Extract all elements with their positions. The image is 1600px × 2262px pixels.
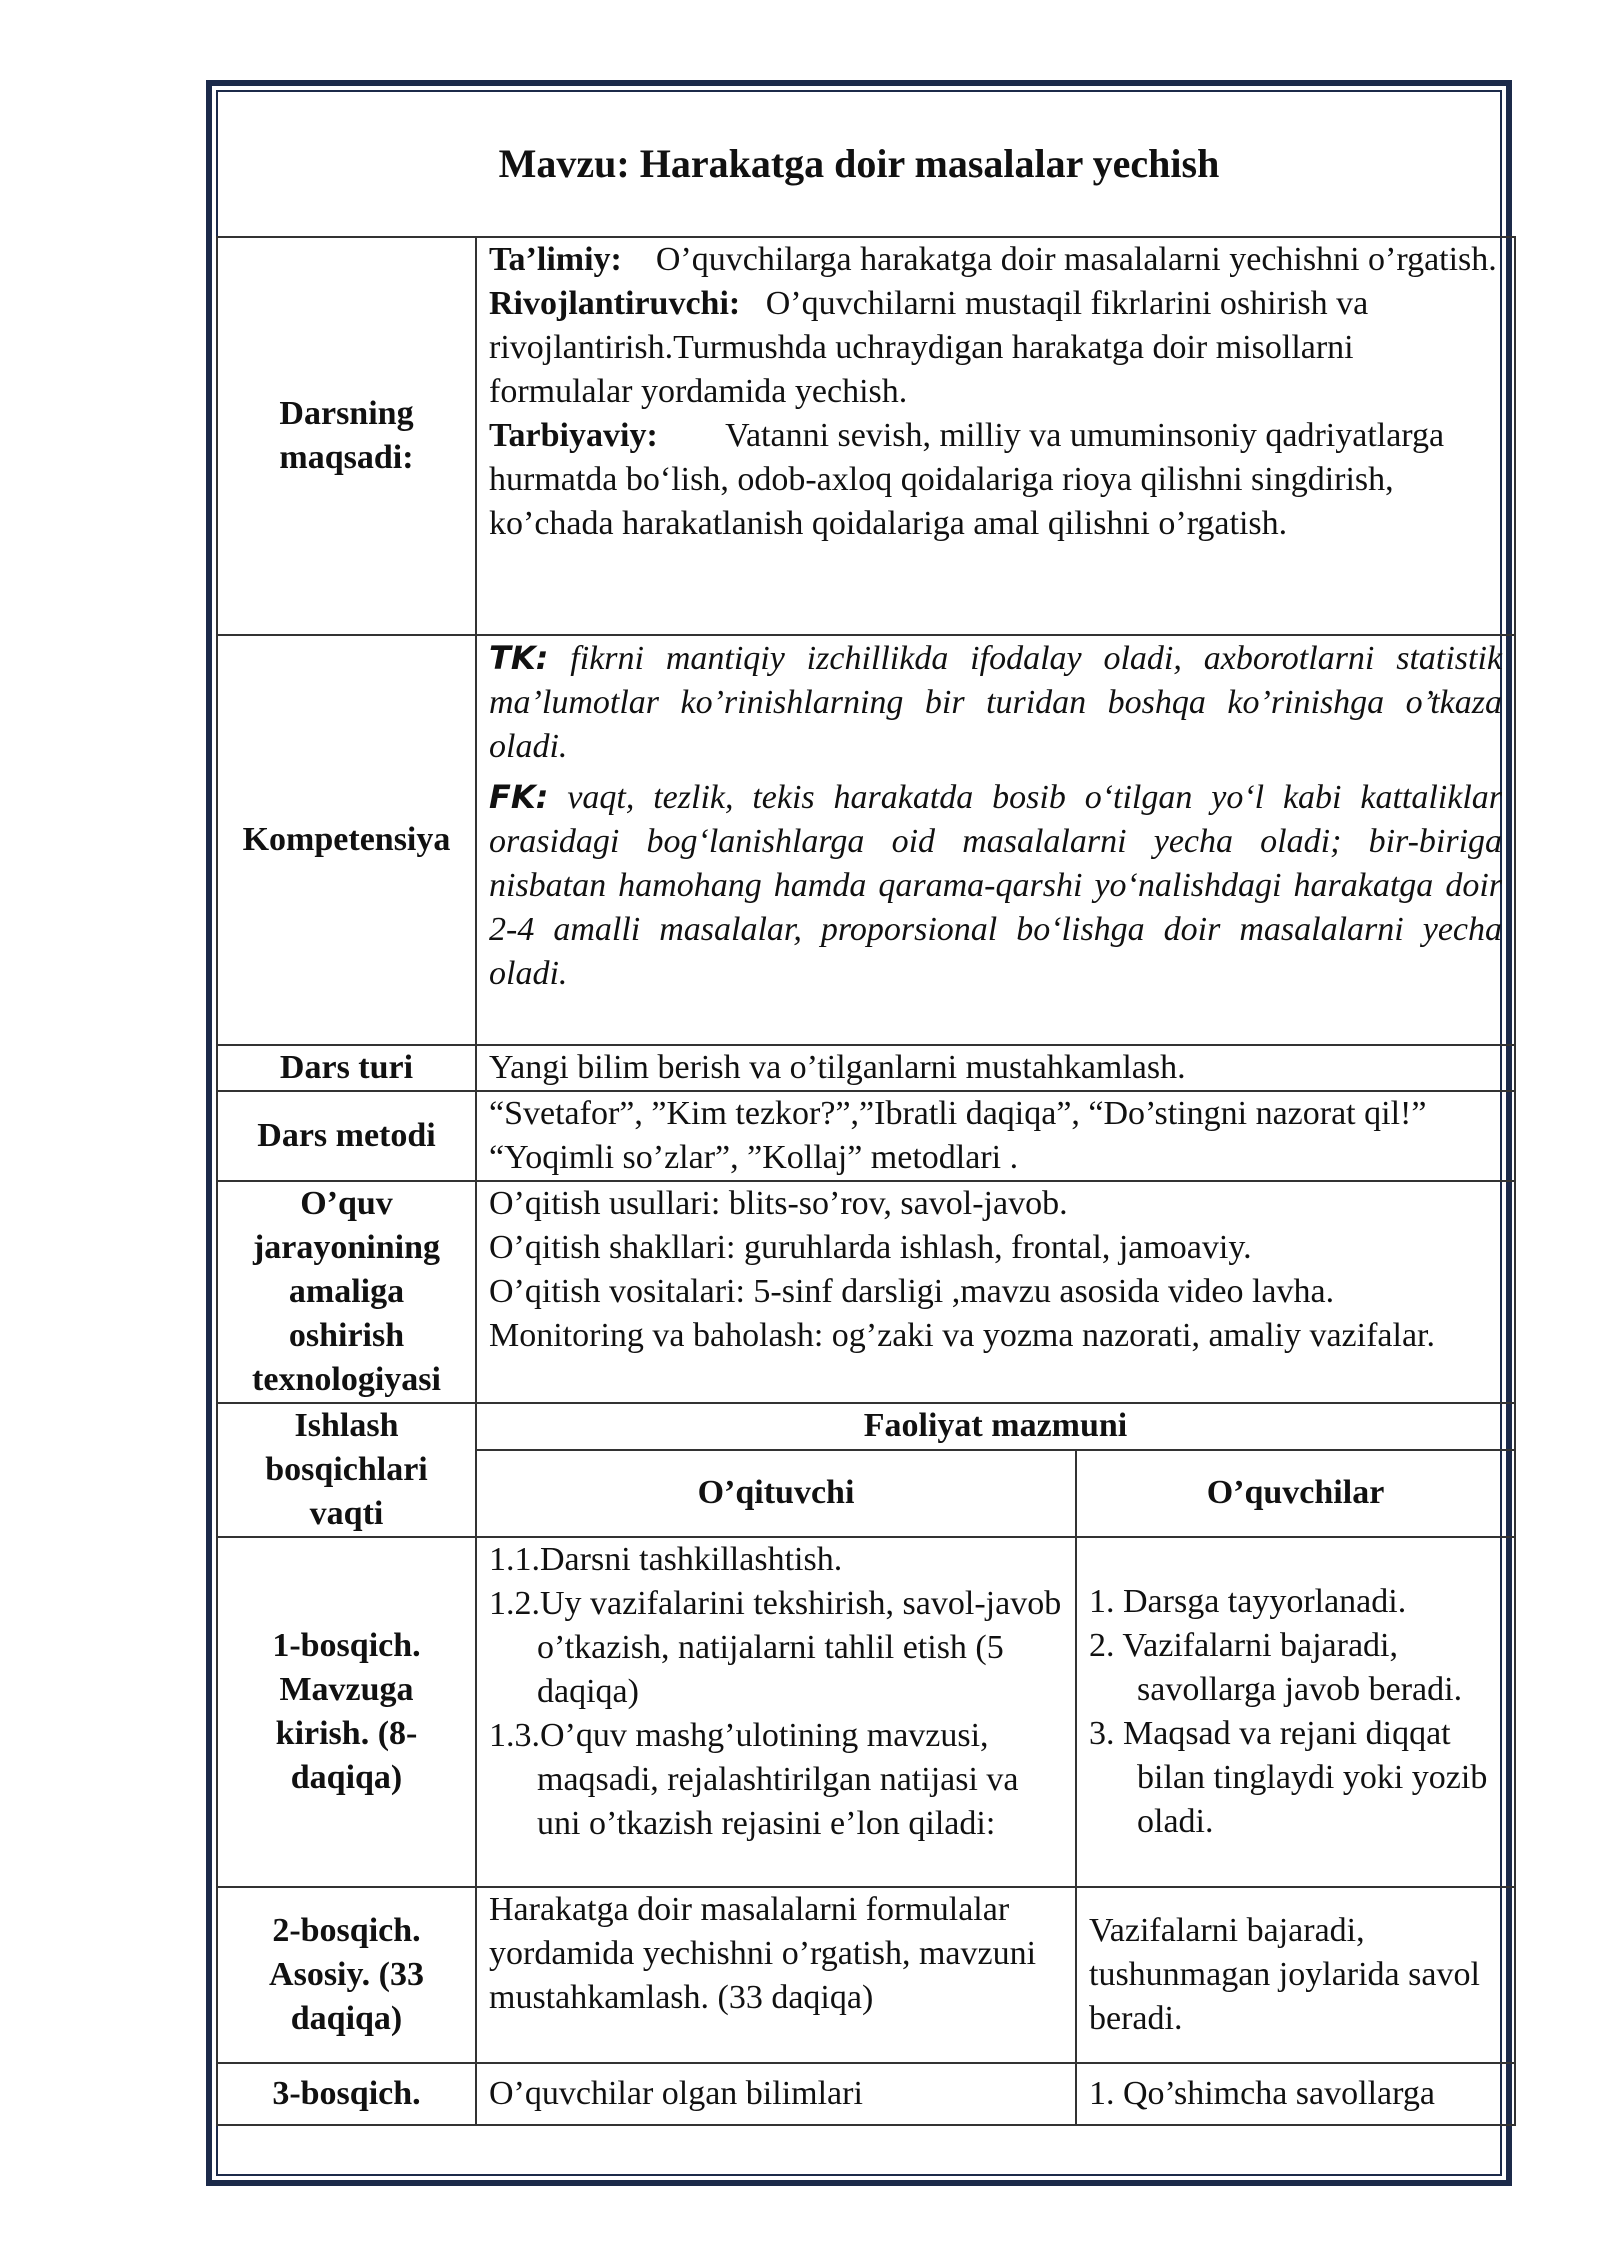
technology-line-1: O’qitish usullari: blits-so’rov, savol-javob. <box>489 1185 1068 1222</box>
goal-rivoj <box>489 282 1502 414</box>
competence-tk <box>489 636 1502 769</box>
teacher-header: O’qituvchi <box>476 1450 1076 1537</box>
lesson-type-row <box>217 1045 1515 1091</box>
competence-label: Kompetensiya <box>217 635 476 1045</box>
goals-content <box>476 237 1515 635</box>
competence-content <box>476 635 1515 1045</box>
stage-1-teacher <box>476 1537 1076 1887</box>
stage-1-students-list <box>1089 1580 1502 1844</box>
stage-1-teacher-item: 1.1.Darsni tashkillashtish. <box>489 1541 843 1578</box>
goal-talimiy-text: O’quvchilarga harakatga doir masalalarni yechishni o’rgatish. <box>655 241 1497 278</box>
activity-content-header: Faoliyat mazmuni <box>476 1403 1515 1450</box>
stage-1-teacher-item: 1.2.Uy vazifalarini tekshirish, savol-javob o’tkazish, natijalarni tahlil etish (5 daqiqa) <box>489 1585 1062 1710</box>
competence-tk-text: fikrni mantiqiy izchillikda ifodalay oladi, axborotlarni statistik ma’lumotlar ko’rinishlarning bir turidan boshqa ko’rinishga o’tkaza oladi. <box>489 640 1503 765</box>
stage-3-teacher: O’quvchilar olgan bilimlari <box>476 2063 1076 2125</box>
stage-time-label: Ishlash bosqichlari vaqti <box>217 1403 476 1537</box>
goal-talimiy-label: Ta’limiy: <box>489 241 622 278</box>
page-title: Mavzu: Harakatga doir masalalar yechish <box>498 141 1220 186</box>
stage-2-teacher: Harakatga doir masalalarni formulalar yordamida yechishni o’rgatish, mavzuni mustahkamlash. (33 daqiqa) <box>476 1887 1076 2063</box>
competence-fk-text: vaqt, tezlik, tekis harakatda bosib o‘tilgan yo‘l kabi kattaliklar orasidagi bog‘lanishlarga oid masalalarni yecha oladi; bir-biriga nisbatan hamohang hamda qarama-qarshi yo‘nalishdagi harakatga doir 2-4 amalli masalalar, proporsional bo‘lishga doir masalalarni yecha oladi. <box>489 779 1503 992</box>
lesson-type-label: Dars turi <box>217 1045 476 1091</box>
stage-1-teacher-list <box>489 1538 1063 1846</box>
goal-rivoj-text: O’quvchilarni mustaqil fikrlarini oshirish va rivojlantirish.Turmushda uchraydigan harakatga doir misollarni formulalar yordamida yechish. <box>489 285 1369 410</box>
stage-1-row <box>217 1537 1515 1887</box>
competence-row <box>217 635 1515 1045</box>
technology-line-3: O’qitish vositalari: 5-sinf darsligi ,mavzu asosida video lavha. <box>489 1273 1335 1310</box>
technology-row <box>217 1181 1515 1403</box>
goal-rivoj-label: Rivojlantiruvchi: <box>489 285 741 322</box>
technology-label: O’quv jarayonining amaliga oshirish texnologiyasi <box>217 1181 476 1403</box>
goals-label: Darsning maqsadi: <box>217 237 476 635</box>
goal-tarbiya-text: Vatanni sevish, milliy va umuminsoniy qadriyatlarga hurmatda bo‘lish, odob-axloq qoidalariga rioya qilishni singdirish, ko’chada harakatlanish qoidalariga amal qilishni o’rgatish. <box>489 417 1445 542</box>
stage-1-students <box>1076 1537 1515 1887</box>
stage-2-row <box>217 1887 1515 2063</box>
technology-line-2: O’qitish shakllari: guruhlarda ishlash, frontal, jamoaviy. <box>489 1229 1252 1266</box>
activity-header-row <box>217 1403 1515 1450</box>
stage-3-students: 1. Qo’shimcha savollarga <box>1076 2063 1515 2125</box>
competence-fk <box>489 775 1502 996</box>
stage-2-label: 2-bosqich. Asosiy. (33 daqiqa) <box>217 1887 476 2063</box>
competence-tk-label: TK: <box>489 639 549 677</box>
stage-1-student-item: 2. Vazifalarni bajaradi, savollarga javob beradi. <box>1089 1627 1463 1708</box>
stage-2-students: Vazifalarni bajaradi, tushunmagan joylarida savol beradi. <box>1076 1887 1515 2063</box>
lesson-method-text: “Svetafor”, ”Kim tezkor?”,”Ibratli daqiqa”, “Do’stingni nazorat qil!” “Yoqimli so’zlar”, ”Kollaj” metodlari . <box>476 1091 1515 1181</box>
technology-line-4: Monitoring va baholash: og’zaki va yozma nazorati, amaliy vazifalar. <box>489 1317 1435 1354</box>
goal-tarbiya <box>489 414 1502 546</box>
stage-1-student-item: 1. Darsga tayyorlanadi. <box>1089 1583 1407 1620</box>
lesson-method-row <box>217 1091 1515 1181</box>
lesson-plan-table <box>216 236 1516 2126</box>
lesson-type-text: Yangi bilim berish va o’tilganlarni mustahkamlash. <box>476 1045 1515 1091</box>
goals-row <box>217 237 1515 635</box>
technology-content <box>476 1181 1515 1403</box>
stage-1-label: 1-bosqich. Mavzuga kirish. (8-daqiqa) <box>217 1537 476 1887</box>
students-header: O’quvchilar <box>1076 1450 1515 1537</box>
lesson-method-label: Dars metodi <box>217 1091 476 1181</box>
stage-3-row <box>217 2063 1515 2125</box>
stage-3-label: 3-bosqich. <box>217 2063 476 2125</box>
stage-1-teacher-item: 1.3.O’quv mashg’ulotining mavzusi, maqsadi, rejalashtirilgan natijasi va uni o’tkazish rejasini e’lon qiladi: <box>489 1717 1019 1842</box>
goal-talimiy <box>489 238 1502 282</box>
stage-1-student-item: 3. Maqsad va rejani diqqat bilan tinglaydi yoki yozib oladi. <box>1089 1715 1488 1840</box>
competence-fk-label: FK: <box>489 778 549 816</box>
goal-tarbiya-label: Tarbiyaviy: <box>489 417 658 454</box>
